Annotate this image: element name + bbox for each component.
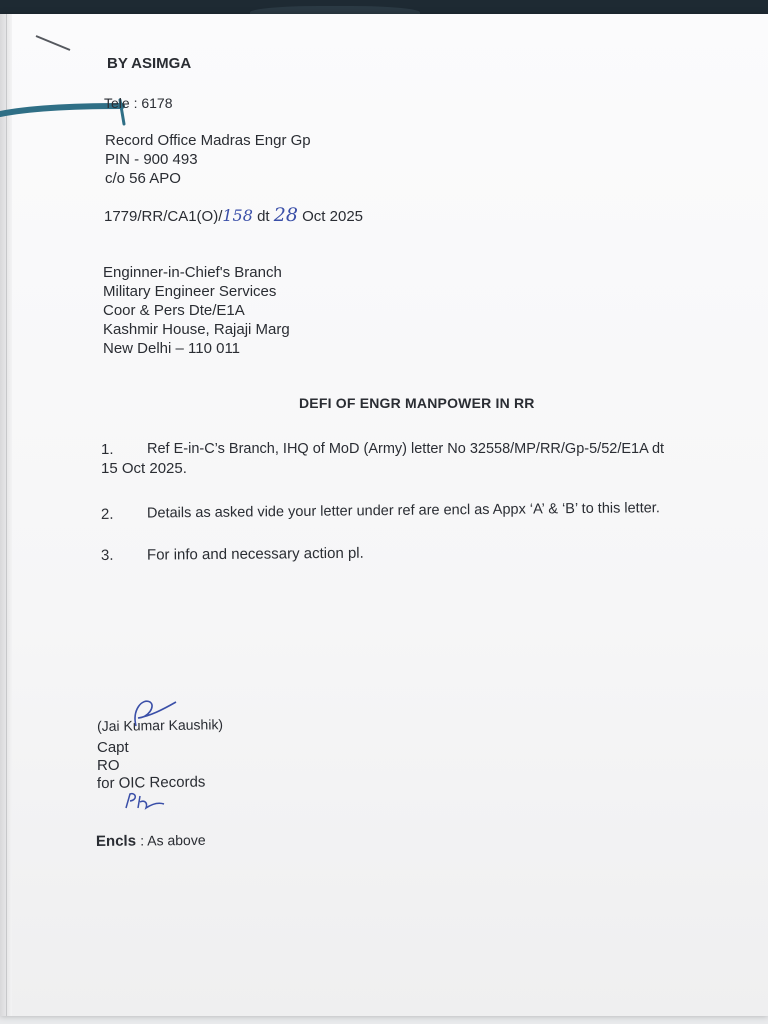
enclosure-line [96,831,206,851]
recipient-city: New Delhi – 110 011 [103,340,241,357]
recipient-branch: Enginner-in-Chief's Branch [103,264,282,281]
reference-date-suffix: Oct 2025 [302,208,364,225]
reference-prefix: 1779/RR/CA1(O)/ [104,208,223,225]
signatory-name: (Jai Kumar Kaushik) [96,716,224,734]
transmission-mode: BY ASIMGA [107,55,192,72]
paragraph-number: 3. [100,546,114,564]
paragraph-1 [101,440,751,478]
paragraph-number: 1. [101,441,114,458]
sender-office: Record Office Madras Engr Gp [105,132,311,149]
reference-dt: dt [257,208,270,225]
reference-number [104,206,363,226]
paragraph-number: 2. [100,505,114,523]
sender-apo: c/o 56 APO [105,170,181,187]
paragraph-text: For info and necessary action pl. [146,544,364,564]
page-stack-edge [0,14,12,1016]
enclosure-label: Encls [95,832,137,850]
initials-scribble [122,790,172,814]
recipient-directorate: Coor & Pers Dte/E1A [103,302,245,319]
pencil-mark [34,34,74,54]
recipient-service: Military Engineer Services [103,283,277,300]
sender-pin: PIN - 900 493 [105,151,198,168]
handwritten-date-day: 28 [273,204,298,226]
subject-heading: DEFI OF ENGR MANPOWER IN RR [299,395,535,411]
paragraph-text: Ref E-in-C’s Branch, IHQ of MoD (Army) letter No 32558/MP/RR/Gp-5/52/E1A dt [147,441,665,457]
telephone-number: Tele : 6178 [104,95,173,111]
signatory-appointment: RO [97,757,120,774]
signatory-for-line: for OIC Records [96,773,206,792]
paragraph-text: Details as asked vide your letter under ref are encl as Appx ‘A’ & ‘B’ to this letter. [146,500,660,522]
signatory-rank: Capt [97,739,129,756]
enclosure-value: : As above [140,831,206,849]
paragraph-continuation: 15 Oct 2025. [101,460,187,477]
recipient-address: Kashmir House, Rajaji Marg [103,321,290,338]
handwritten-letter-number: 158 [222,206,253,225]
